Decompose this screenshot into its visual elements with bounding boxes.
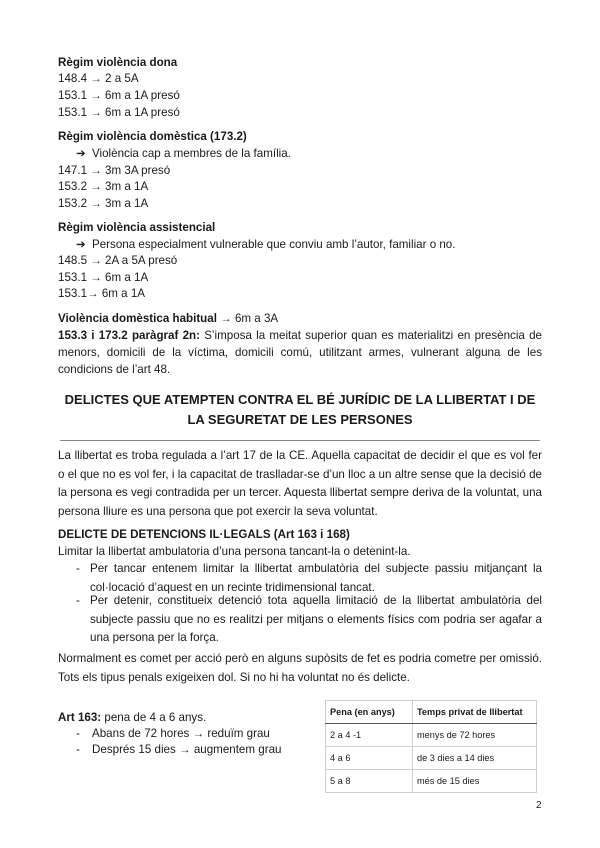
detencions-bullet-2 [76,592,542,648]
domestica-bullet-text: Violència cap a membres de la família. [92,147,291,160]
domestica-line-1: 147.1 → 3m 3A presó [58,164,171,177]
section-title-line-2: LA SEGURETAT DE LES PERSONES [187,412,413,427]
habitual-para-bold: 153.3 i 173.2 paràgraf 2n: [58,329,200,342]
table-row [326,747,537,770]
domestica-line-2: 153.2 → 3m a 1A [58,180,149,193]
heading-violencia-assistencial: Règim violència assistencial [58,221,216,234]
art163-bullet-1 [76,726,270,742]
table-cell: de 3 dies a 14 dies [413,747,537,770]
art163-bullet-2-text: Després 15 dies → augmentem grau [92,743,282,756]
assistencial-line-1: 148.5 → 2A a 5A presó [58,254,178,267]
table-row [326,724,537,747]
habitual-label: Violència domèstica habitual [58,312,217,325]
dona-line-2: 153.1 → 6m a 1A presó [58,89,180,102]
detencions-intro-line: Limitar la llibertat ambulatoria d’una persona tancant-la o detenint-la. [58,545,411,558]
dona-line-1: 148.4 → 2 a 5A [58,72,139,85]
table-cell: 2 a 4 -1 [326,724,413,747]
section-divider [60,440,540,441]
dash-icon: - [76,562,80,575]
table-cell: 5 a 8 [326,770,413,793]
dona-line-3: 153.1 → 6m a 1A presó [58,106,180,119]
art163-text: pena de 4 a 6 anys. [101,711,207,724]
art163-label: Art 163: [58,711,102,724]
heading-violencia-dona: Règim violència dona [58,56,178,69]
arrow-icon: ➔ [76,238,86,251]
habitual-paragraph [58,327,542,378]
habitual-line [58,311,278,327]
habitual-value: → 6m a 3A [216,312,279,325]
section-title-line-1: DELICTES QUE ATEMPTEN CONTRA EL BÉ JURÍDIC DE LA LLIBERTAT I DE [64,392,536,407]
assistencial-bullet-text: Persona especialment vulnerable que conviu amb l’autor, familiar o no. [92,238,456,251]
table-header-pena: Pena (en anys) [326,701,413,724]
domestica-line-3: 153.2 → 3m a 1A [58,197,149,210]
dash-icon: - [76,743,80,756]
arrow-icon: ➔ [76,147,86,160]
table-cell: 4 a 6 [326,747,413,770]
detencions-bullet-1-text: Per tancar entenem limitar la llibertat ambulatòria del subjecte passiu mitjançant la col·locació d’aquest en un recinte tridimensional tancat. [90,562,542,594]
normalment-paragraph: Normalment es comet per acció però en alguns supòsits de fet es podria cometre per omissió. Tots els tipus penals exigeixen dol. Si no hi ha voluntat no és delicte. [58,652,542,684]
heading-violencia-domestica: Règim violència domèstica (173.2) [58,130,247,143]
table-cell: més de 15 dies [413,770,537,793]
page-number: 2 [536,800,542,811]
art163-line [58,710,206,726]
detencions-bullet-2-text: Per detenir, constitueix detenció tota aquella limitació de la llibertat ambulatòria del subjecte passiu que no es realitzi per mitjans o elements físics com podria ser agafar a una persona per la força. [90,594,542,644]
assistencial-line-2: 153.1 → 6m a 1A [58,271,149,284]
table-header-row [326,701,537,724]
table-cell: menys de 72 hores [413,724,537,747]
assistencial-line-3: 153.1→ 6m a 1A [58,287,146,300]
pena-table [325,700,537,793]
table-row [326,770,537,793]
intro-paragraph: La llibertat es troba regulada a l’art 17 de la CE. Aquella capacitat de decidir el que es vol fer o el que no es vol fer, i la capacitat de traslladar-se d’un lloc a un altre sense que la decisió de la persona es vegi contradida per un tercer. Aquesta llibertat sempre deriva de la voluntat, una persona lliure es una persona que pot exercir la seva voluntat. [58,449,542,518]
heading-detencions: DELICTE DE DETENCIONS IL·LEGALS (Art 163 i 168) [58,528,350,541]
art163-bullet-2 [76,742,281,758]
table-header-temps: Temps privat de llibertat [413,701,537,724]
assistencial-arrow-item [76,237,455,253]
dash-icon: - [76,727,80,740]
domestica-arrow-item [76,146,291,162]
habitual-para-text: S’imposa la meitat superior quan es materialitzi en presència de menors, domicili de la víctima, domicili comú, utilitzant armes, vulnerant alguna de les condicions de l’art 48. [58,329,542,376]
art163-bullet-1-text: Abans de 72 hores → reduïm grau [92,727,270,740]
dash-icon: - [76,594,80,607]
